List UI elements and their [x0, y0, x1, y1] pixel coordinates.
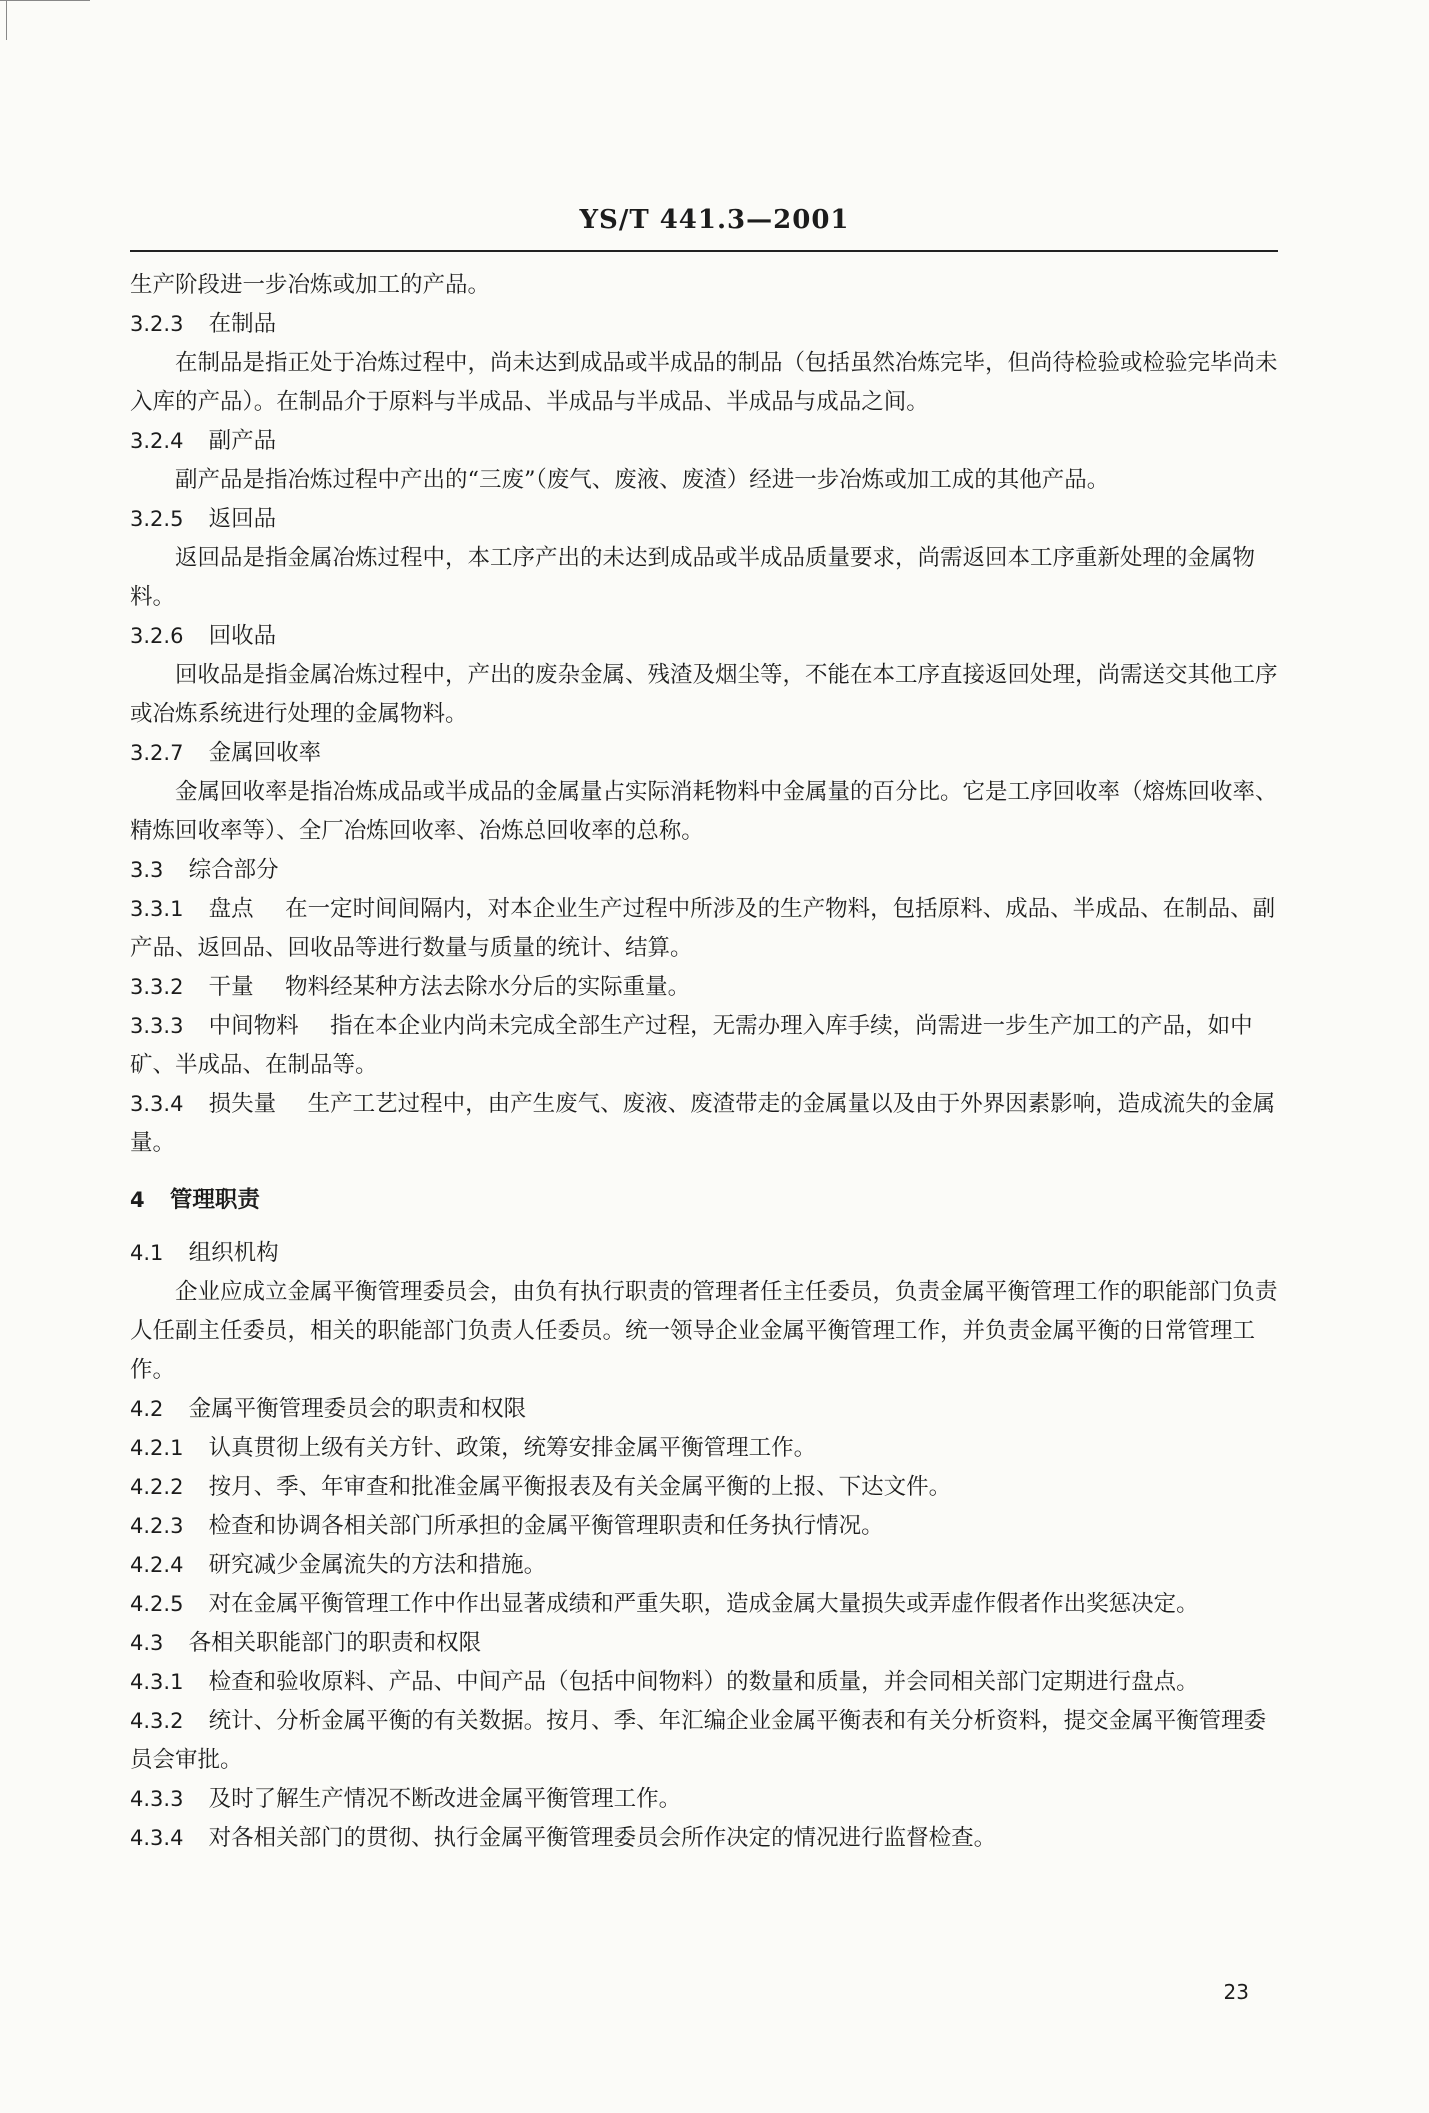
section-number: 4	[130, 1188, 145, 1212]
clause-item	[130, 1702, 1278, 1780]
clause-number: 3.2.6	[130, 624, 184, 648]
clause-heading	[130, 851, 1278, 890]
clause-text: 研究减少金属流失的方法和措施。	[208, 1552, 547, 1578]
section-heading	[130, 1181, 1278, 1220]
clause-text: 检查和验收原料、产品、中间产品（包括中间物料）的数量和质量，并会同相关部门定期进行盘点。	[208, 1669, 1199, 1695]
clause-heading	[130, 617, 1278, 656]
scan-mark-left-bracket	[6, 0, 7, 40]
body-paragraph: 在制品是指正处于冶炼过程中，尚未达到成品或半成品的制品（包括虽然冶炼完毕，但尚待检验或检验完毕尚未入库的产品）。在制品介于原料与半成品、半成品与半成品、半成品与成品之间。	[130, 350, 1278, 415]
term-text: 指在本企业内尚未完成全部生产过程，无需办理入库手续，尚需进一步生产加工的产品，如中矿、半成品、在制品等。	[130, 1013, 1253, 1078]
clause-title: 回收品	[208, 623, 277, 649]
clause-number: 4.2.3	[130, 1514, 184, 1538]
clause-item	[130, 1585, 1278, 1624]
scan-mark-top-left	[0, 0, 90, 1]
term-definition	[130, 1085, 1278, 1163]
standard-code-header: YS/T 441.3—2001	[579, 205, 850, 235]
clause-item	[130, 1780, 1278, 1819]
clause-title: 组织机构	[188, 1240, 279, 1266]
clause-heading	[130, 305, 1278, 344]
clause-number: 4.3.1	[130, 1670, 184, 1694]
clause-item	[130, 1507, 1278, 1546]
continuation-paragraph: 生产阶段进一步冶炼或加工的产品。	[130, 272, 491, 298]
clause-heading	[130, 734, 1278, 773]
clause-number: 3.3.2	[130, 975, 184, 999]
page-number: 23	[1223, 1980, 1249, 2004]
document-body	[130, 266, 1278, 1858]
clause-text: 对在金属平衡管理工作中作出显著成绩和严重失职，造成金属大量损失或弄虚作假者作出奖惩决定。	[208, 1591, 1199, 1617]
clause-text: 按月、季、年审查和批准金属平衡报表及有关金属平衡的上报、下达文件。	[208, 1474, 952, 1500]
clause-title: 副产品	[208, 428, 277, 454]
clause-title: 在制品	[208, 311, 277, 337]
clause-heading	[130, 1624, 1278, 1663]
clause-text: 认真贯彻上级有关方针、政策，统筹安排金属平衡管理工作。	[208, 1435, 817, 1461]
clause-heading	[130, 1234, 1278, 1273]
clause-text: 检查和协调各相关部门所承担的金属平衡管理职责和任务执行情况。	[208, 1513, 884, 1539]
clause-number: 3.2.3	[130, 312, 184, 336]
clause-item	[130, 1663, 1278, 1702]
clause-number: 3.2.7	[130, 741, 184, 765]
clause-title: 金属回收率	[208, 740, 322, 766]
clause-text: 对各相关部门的贯彻、执行金属平衡管理委员会所作决定的情况进行监督检查。	[208, 1825, 997, 1851]
clause-title: 各相关职能部门的职责和权限	[188, 1630, 482, 1656]
clause-number: 4.3	[130, 1631, 164, 1655]
body-paragraph: 返回品是指金属冶炼过程中，本工序产出的未达到成品或半成品质量要求，尚需返回本工序重新处理的金属物料。	[130, 545, 1256, 610]
term-name: 盘点	[208, 896, 254, 922]
clause-number: 3.3.1	[130, 897, 184, 921]
clause-number: 4.2.1	[130, 1436, 184, 1460]
clause-number: 4.2.2	[130, 1475, 184, 1499]
clause-number: 3.3	[130, 858, 164, 882]
term-definition	[130, 968, 1278, 1007]
clause-number: 4.2.5	[130, 1592, 184, 1616]
clause-heading	[130, 500, 1278, 539]
clause-text: 及时了解生产情况不断改进金属平衡管理工作。	[208, 1786, 682, 1812]
clause-heading	[130, 422, 1278, 461]
body-paragraph: 回收品是指金属冶炼过程中，产出的废杂金属、残渣及烟尘等，不能在本工序直接返回处理，尚需送交其他工序或冶炼系统进行处理的金属物料。	[130, 662, 1278, 727]
section-title: 管理职责	[169, 1187, 260, 1213]
clause-number: 4.3.4	[130, 1826, 184, 1850]
body-paragraph: 副产品是指冶炼过程中产出的“三废”（废气、废液、废渣）经进一步冶炼或加工成的其他产品。	[175, 467, 1110, 493]
clause-item	[130, 1468, 1278, 1507]
clause-number: 3.2.4	[130, 429, 184, 453]
header-rule	[130, 250, 1278, 252]
clause-number: 3.2.5	[130, 507, 184, 531]
term-text: 在一定时间间隔内，对本企业生产过程中所涉及的生产物料，包括原料、成品、半成品、在制品、副产品、返回品、回收品等进行数量与质量的统计、结算。	[130, 896, 1276, 961]
term-definition	[130, 890, 1278, 968]
clause-number: 4.2	[130, 1397, 164, 1421]
clause-item	[130, 1819, 1278, 1858]
clause-title: 返回品	[208, 506, 277, 532]
term-text: 生产工艺过程中，由产生废气、废液、废渣带走的金属量以及由于外界因素影响，造成流失的金属量。	[130, 1091, 1276, 1156]
body-paragraph: 金属回收率是指冶炼成品或半成品的金属量占实际消耗物料中金属量的百分比。它是工序回收率（熔炼回收率、精炼回收率等）、全厂冶炼回收率、冶炼总回收率的总称。	[130, 779, 1278, 844]
clause-title: 综合部分	[188, 857, 279, 883]
term-name: 中间物料	[208, 1013, 299, 1039]
term-name: 损失量	[208, 1091, 277, 1117]
clause-number: 4.2.4	[130, 1553, 184, 1577]
clause-heading	[130, 1390, 1278, 1429]
clause-number: 3.3.3	[130, 1014, 184, 1038]
clause-number: 4.3.3	[130, 1787, 184, 1811]
term-text: 物料经某种方法去除水分后的实际重量。	[285, 974, 691, 1000]
clause-item	[130, 1546, 1278, 1585]
clause-number: 4.1	[130, 1241, 164, 1265]
term-name: 干量	[208, 974, 254, 1000]
clause-text: 统计、分析金属平衡的有关数据。按月、季、年汇编企业金属平衡表和有关分析资料，提交金属平衡管理委员会审批。	[130, 1708, 1267, 1773]
term-definition	[130, 1007, 1278, 1085]
clause-number: 3.3.4	[130, 1092, 184, 1116]
clause-item	[130, 1429, 1278, 1468]
clause-number: 4.3.2	[130, 1709, 184, 1733]
clause-title: 金属平衡管理委员会的职责和权限	[188, 1396, 527, 1422]
body-paragraph: 企业应成立金属平衡管理委员会，由负有执行职责的管理者任主任委员，负责金属平衡管理工作的职能部门负责人任副主任委员，相关的职能部门负责人任委员。统一领导企业金属平衡管理工作，并负责金属平衡的日常管理工作。	[130, 1279, 1278, 1383]
